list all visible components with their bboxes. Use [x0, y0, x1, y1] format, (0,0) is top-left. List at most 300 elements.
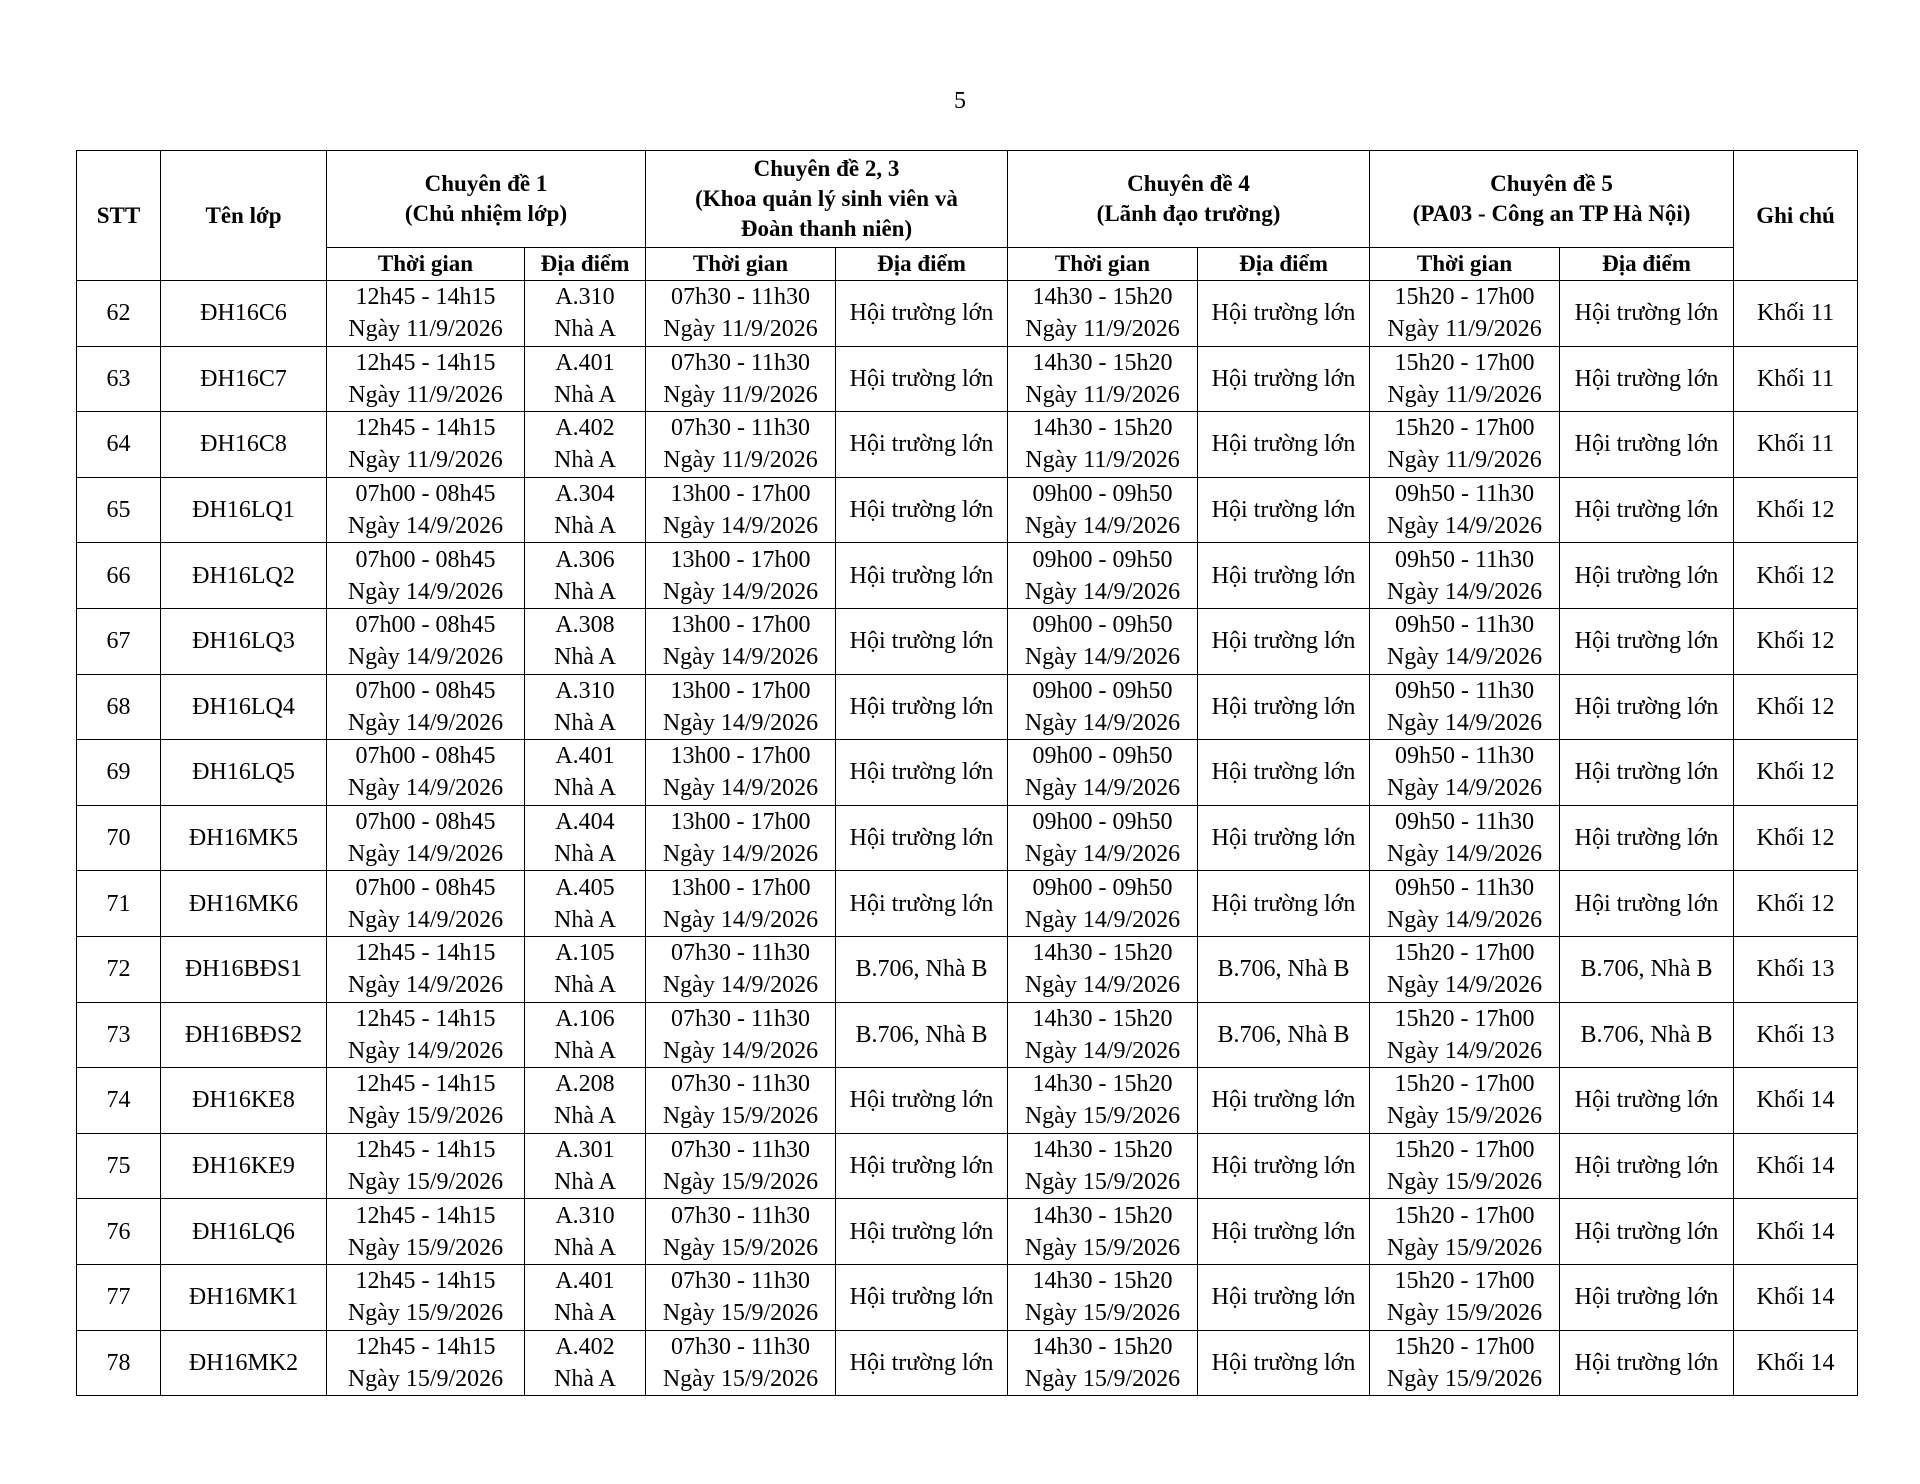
- cell-stt: [77, 805, 161, 871]
- cell-class-name-text: ĐH16MK2: [188, 1349, 299, 1376]
- cell-stt-text: 63: [106, 365, 131, 392]
- cell-notes-text: Khối 12: [1756, 693, 1835, 720]
- cell-topic-1-time: [327, 543, 525, 609]
- cell-topic-5-time-text: Ngày 11/9/2026: [1387, 316, 1542, 343]
- cell-topic-5-place: [1560, 1330, 1734, 1396]
- cell-topic-4-place-text: Hội trường lớn: [1211, 759, 1356, 786]
- cell-topic-1-time-text: Ngày 11/9/2026: [348, 316, 503, 343]
- cell-topic-4-time-text: Ngày 14/9/2026: [1024, 841, 1181, 868]
- cell-topic-2-3-place: [836, 1133, 1008, 1199]
- cell-stt: [77, 412, 161, 478]
- cell-class-name-text: ĐH16LQ5: [192, 759, 295, 786]
- cell-topic-5-place-text: Hội trường lớn: [1574, 562, 1719, 589]
- table-row: [77, 1330, 1858, 1396]
- cell-topic-1-place-text: Nhà A: [554, 513, 616, 540]
- cell-topic-2-3-place-text: Hội trường lớn: [849, 431, 994, 458]
- cell-topic-4-time-text: 14h30 - 15h20: [1032, 940, 1173, 967]
- cell-topic-5-place: [1560, 1068, 1734, 1134]
- cell-topic-1-time: [327, 936, 525, 1002]
- cell-topic-1-place-text: A.404: [555, 809, 615, 836]
- cell-topic-1-time: [327, 346, 525, 412]
- cell-topic-1-time-text: 07h00 - 08h45: [355, 743, 496, 770]
- cell-class-name-text: ĐH16KE9: [192, 1153, 295, 1180]
- topic-5-title: Chuyên đề 5: [1490, 171, 1613, 196]
- cell-topic-1-time-text: Ngày 15/9/2026: [347, 1103, 504, 1130]
- cell-topic-4-time: [1008, 346, 1198, 412]
- cell-topic-4-time-text: Ngày 15/9/2026: [1024, 1103, 1181, 1130]
- cell-topic-5-time-text: 15h20 - 17h00: [1394, 1202, 1535, 1229]
- cell-topic-1-time-text: Ngày 14/9/2026: [347, 709, 504, 736]
- cell-topic-4-time-text: Ngày 14/9/2026: [1024, 513, 1181, 540]
- topic-1-title: Chuyên đề 1: [424, 171, 548, 196]
- cell-topic-5-time: [1370, 346, 1560, 412]
- cell-topic-2-3-place-text: Hội trường lớn: [849, 825, 994, 852]
- cell-class-name: [161, 346, 327, 412]
- cell-topic-4-time: [1008, 805, 1198, 871]
- cell-stt: [77, 936, 161, 1002]
- cell-topic-4-time: [1008, 281, 1198, 347]
- cell-topic-4-time-text: Ngày 14/9/2026: [1024, 775, 1181, 802]
- header-place: Địa điểm: [1560, 248, 1734, 281]
- topic-2-3-subtitle: (Khoa quản lý sinh viên và: [695, 186, 958, 211]
- cell-topic-5-place-text: Hội trường lớn: [1574, 497, 1719, 524]
- header-row-subcolumns: [77, 248, 1858, 281]
- cell-topic-2-3-time-text: 13h00 - 17h00: [670, 481, 811, 508]
- cell-topic-5-time-text: 15h20 - 17h00: [1394, 284, 1535, 311]
- cell-topic-1-place-text: A.308: [555, 612, 615, 639]
- cell-topic-4-place: [1198, 674, 1370, 740]
- table-row: [77, 281, 1858, 347]
- cell-topic-4-place: [1198, 1199, 1370, 1265]
- cell-class-name-text: ĐH16MK5: [188, 825, 299, 852]
- cell-stt-text: 65: [106, 497, 131, 524]
- cell-topic-2-3-time-text: 07h30 - 11h30: [670, 1202, 811, 1229]
- cell-notes-text: Khối 13: [1756, 956, 1835, 983]
- cell-topic-5-time-text: 09h50 - 11h30: [1394, 677, 1535, 704]
- cell-class-name: [161, 543, 327, 609]
- cell-class-name-text: ĐH16LQ1: [192, 497, 295, 524]
- header-topic-4: [1008, 151, 1370, 248]
- cell-topic-2-3-place: [836, 1264, 1008, 1330]
- cell-topic-1-time: [327, 674, 525, 740]
- cell-topic-2-3-time-text: Ngày 11/9/2026: [663, 316, 818, 343]
- cell-stt: [77, 543, 161, 609]
- cell-topic-1-place: [525, 477, 646, 543]
- cell-topic-5-time-text: Ngày 15/9/2026: [1386, 1103, 1543, 1130]
- header-place: Địa điểm: [836, 248, 1008, 281]
- cell-topic-5-place: [1560, 608, 1734, 674]
- cell-topic-2-3-place: [836, 740, 1008, 806]
- cell-topic-2-3-place-text: Hội trường lớn: [849, 365, 994, 392]
- cell-topic-4-place: [1198, 543, 1370, 609]
- cell-topic-1-place-text: Nhà A: [554, 1169, 616, 1196]
- header-time: Thời gian: [1008, 248, 1198, 281]
- cell-topic-5-time: [1370, 805, 1560, 871]
- table-row: [77, 1199, 1858, 1265]
- cell-topic-1-place-text: Nhà A: [554, 381, 616, 408]
- cell-topic-4-time-text: 14h30 - 15h20: [1032, 349, 1173, 376]
- cell-topic-4-place-text: B.706, Nhà B: [1217, 1021, 1350, 1048]
- table-body: [77, 281, 1858, 1396]
- cell-topic-2-3-place-text: Hội trường lớn: [849, 1349, 994, 1376]
- cell-topic-2-3-place-text: B.706, Nhà B: [855, 956, 988, 983]
- cell-class-name-text: ĐH16C6: [200, 300, 287, 327]
- cell-topic-2-3-place: [836, 871, 1008, 937]
- cell-topic-5-time-text: Ngày 14/9/2026: [1386, 841, 1543, 868]
- cell-topic-4-time: [1008, 1264, 1198, 1330]
- cell-stt: [77, 1199, 161, 1265]
- cell-topic-1-place-text: Nhà A: [554, 1037, 616, 1064]
- cell-topic-1-place-text: Nhà A: [554, 775, 616, 802]
- cell-topic-4-place-text: Hội trường lớn: [1211, 1218, 1356, 1245]
- cell-topic-4-time-text: 14h30 - 15h20: [1032, 1333, 1173, 1360]
- cell-class-name: [161, 805, 327, 871]
- cell-notes: [1734, 1264, 1858, 1330]
- cell-stt-text: 74: [106, 1087, 131, 1114]
- cell-topic-2-3-time-text: Ngày 11/9/2026: [663, 381, 818, 408]
- cell-topic-2-3-time-text: Ngày 14/9/2026: [662, 906, 819, 933]
- cell-topic-1-time-text: 12h45 - 14h15: [355, 940, 496, 967]
- cell-topic-2-3-time-text: 13h00 - 17h00: [670, 874, 811, 901]
- cell-class-name: [161, 1264, 327, 1330]
- cell-topic-2-3-time-text: Ngày 15/9/2026: [662, 1234, 819, 1261]
- cell-topic-2-3-place-text: Hội trường lớn: [849, 300, 994, 327]
- cell-topic-2-3-place-text: Hội trường lớn: [849, 562, 994, 589]
- cell-notes: [1734, 281, 1858, 347]
- cell-stt-text: 76: [106, 1218, 131, 1245]
- cell-stt: [77, 674, 161, 740]
- table-row: [77, 740, 1858, 806]
- cell-topic-4-time-text: 09h00 - 09h50: [1032, 874, 1173, 901]
- cell-topic-5-place-text: Hội trường lớn: [1574, 825, 1719, 852]
- cell-topic-1-time: [327, 281, 525, 347]
- cell-stt: [77, 740, 161, 806]
- cell-topic-2-3-place-text: Hội trường lớn: [849, 628, 994, 655]
- cell-topic-4-time-text: 14h30 - 15h20: [1032, 1005, 1173, 1032]
- cell-topic-5-place: [1560, 805, 1734, 871]
- cell-topic-4-time-text: 14h30 - 15h20: [1032, 1071, 1173, 1098]
- cell-topic-5-time: [1370, 1133, 1560, 1199]
- cell-topic-4-time: [1008, 674, 1198, 740]
- cell-topic-5-time: [1370, 412, 1560, 478]
- cell-topic-5-time: [1370, 871, 1560, 937]
- cell-topic-2-3-time: [646, 871, 836, 937]
- cell-topic-5-place: [1560, 543, 1734, 609]
- cell-notes: [1734, 936, 1858, 1002]
- topic-1-subtitle: (Chủ nhiệm lớp): [404, 201, 568, 226]
- cell-stt: [77, 1330, 161, 1396]
- cell-notes: [1734, 740, 1858, 806]
- cell-topic-2-3-time-text: Ngày 14/9/2026: [662, 1037, 819, 1064]
- cell-topic-4-place: [1198, 477, 1370, 543]
- cell-topic-5-time-text: Ngày 14/9/2026: [1386, 775, 1543, 802]
- header-notes: Ghi chú: [1734, 151, 1858, 281]
- cell-topic-5-place: [1560, 871, 1734, 937]
- cell-topic-2-3-time-text: 07h30 - 11h30: [670, 1333, 811, 1360]
- cell-topic-2-3-time-text: 07h30 - 11h30: [670, 415, 811, 442]
- cell-topic-4-time-text: Ngày 14/9/2026: [1024, 644, 1181, 671]
- cell-topic-1-place-text: A.401: [555, 1268, 615, 1295]
- cell-topic-1-time-text: Ngày 14/9/2026: [347, 513, 504, 540]
- cell-topic-2-3-time-text: Ngày 14/9/2026: [662, 841, 819, 868]
- cell-stt-text: 67: [106, 628, 131, 655]
- cell-class-name: [161, 477, 327, 543]
- cell-topic-4-place: [1198, 1068, 1370, 1134]
- cell-topic-2-3-place: [836, 1068, 1008, 1134]
- cell-topic-2-3-time: [646, 1264, 836, 1330]
- cell-topic-2-3-place-text: Hội trường lớn: [849, 1218, 994, 1245]
- cell-stt-text: 71: [106, 890, 131, 917]
- header-topic-5: [1370, 151, 1734, 248]
- cell-notes-text: Khối 14: [1756, 1349, 1835, 1376]
- cell-topic-5-time-text: 15h20 - 17h00: [1394, 1268, 1535, 1295]
- cell-stt: [77, 477, 161, 543]
- header-row-topics: [77, 151, 1858, 248]
- cell-topic-1-time-text: 07h00 - 08h45: [355, 481, 496, 508]
- cell-topic-2-3-time: [646, 281, 836, 347]
- cell-topic-1-time: [327, 1002, 525, 1068]
- table-row: [77, 1133, 1858, 1199]
- cell-topic-5-place: [1560, 674, 1734, 740]
- cell-topic-4-place: [1198, 1330, 1370, 1396]
- cell-topic-2-3-place-text: Hội trường lớn: [849, 890, 994, 917]
- cell-class-name: [161, 1002, 327, 1068]
- cell-notes: [1734, 1002, 1858, 1068]
- cell-stt-text: 70: [106, 825, 131, 852]
- cell-class-name-text: ĐH16BĐS1: [184, 956, 303, 983]
- cell-topic-1-place: [525, 805, 646, 871]
- cell-topic-1-time-text: Ngày 14/9/2026: [347, 775, 504, 802]
- header-place: Địa điểm: [1198, 248, 1370, 281]
- cell-topic-2-3-time: [646, 1133, 836, 1199]
- cell-topic-5-time: [1370, 1002, 1560, 1068]
- cell-stt-text: 77: [106, 1284, 131, 1311]
- cell-class-name: [161, 281, 327, 347]
- cell-topic-1-time: [327, 805, 525, 871]
- cell-topic-4-time-text: Ngày 15/9/2026: [1024, 1365, 1181, 1392]
- cell-notes-text: Khối 13: [1756, 1021, 1835, 1048]
- cell-topic-2-3-time-text: 13h00 - 17h00: [670, 612, 811, 639]
- cell-topic-4-place: [1198, 805, 1370, 871]
- cell-topic-4-time: [1008, 1133, 1198, 1199]
- cell-topic-2-3-time-text: Ngày 15/9/2026: [662, 1365, 819, 1392]
- cell-topic-1-place-text: Nhà A: [554, 709, 616, 736]
- cell-topic-4-place-text: Hội trường lớn: [1211, 1087, 1356, 1114]
- cell-topic-2-3-time-text: 07h30 - 11h30: [670, 1268, 811, 1295]
- cell-topic-4-time-text: Ngày 14/9/2026: [1024, 709, 1181, 736]
- cell-topic-1-time: [327, 477, 525, 543]
- cell-topic-1-time-text: 07h00 - 08h45: [355, 546, 496, 573]
- cell-topic-1-time-text: 07h00 - 08h45: [355, 612, 496, 639]
- cell-class-name-text: ĐH16MK6: [188, 890, 299, 917]
- cell-topic-2-3-time-text: Ngày 14/9/2026: [662, 972, 819, 999]
- cell-topic-2-3-time-text: 07h30 - 11h30: [670, 1071, 811, 1098]
- cell-topic-1-time-text: Ngày 15/9/2026: [347, 1365, 504, 1392]
- cell-topic-2-3-time-text: Ngày 15/9/2026: [662, 1300, 819, 1327]
- cell-topic-1-place: [525, 1264, 646, 1330]
- cell-topic-5-time-text: Ngày 14/9/2026: [1386, 1037, 1543, 1064]
- cell-topic-4-time-text: Ngày 14/9/2026: [1024, 1037, 1181, 1064]
- cell-topic-5-place-text: Hội trường lớn: [1574, 1284, 1719, 1311]
- cell-stt-text: 68: [106, 693, 131, 720]
- cell-notes-text: Khối 14: [1756, 1087, 1835, 1114]
- table-row: [77, 674, 1858, 740]
- cell-topic-2-3-time-text: Ngày 14/9/2026: [662, 775, 819, 802]
- cell-notes-text: Khối 12: [1756, 759, 1835, 786]
- cell-topic-4-place: [1198, 1002, 1370, 1068]
- cell-topic-2-3-place: [836, 1199, 1008, 1265]
- cell-topic-2-3-time: [646, 1199, 836, 1265]
- cell-topic-1-time-text: 12h45 - 14h15: [355, 284, 496, 311]
- header-class-name: Tên lớp: [161, 151, 327, 281]
- cell-topic-1-place-text: A.402: [555, 1333, 615, 1360]
- cell-notes: [1734, 1133, 1858, 1199]
- cell-topic-4-time-text: Ngày 15/9/2026: [1024, 1300, 1181, 1327]
- topic-4-subtitle: (Lãnh đạo trường): [1096, 201, 1281, 226]
- cell-topic-2-3-time: [646, 936, 836, 1002]
- cell-topic-2-3-time-text: 07h30 - 11h30: [670, 284, 811, 311]
- cell-topic-4-place: [1198, 412, 1370, 478]
- cell-notes-text: Khối 14: [1756, 1284, 1835, 1311]
- cell-topic-1-time: [327, 412, 525, 478]
- cell-topic-1-time: [327, 871, 525, 937]
- cell-topic-5-time: [1370, 674, 1560, 740]
- cell-class-name-text: ĐH16C8: [200, 431, 287, 458]
- cell-topic-5-place: [1560, 936, 1734, 1002]
- cell-topic-5-place-text: Hội trường lớn: [1574, 431, 1719, 458]
- cell-notes: [1734, 477, 1858, 543]
- cell-class-name-text: ĐH16LQ3: [192, 628, 295, 655]
- table-row: [77, 1068, 1858, 1134]
- cell-topic-5-place: [1560, 740, 1734, 806]
- cell-topic-1-place-text: A.402: [555, 415, 615, 442]
- cell-topic-4-place-text: Hội trường lớn: [1211, 1153, 1356, 1180]
- table-row: [77, 1002, 1858, 1068]
- cell-notes-text: Khối 12: [1756, 497, 1835, 524]
- cell-topic-5-time-text: Ngày 15/9/2026: [1386, 1234, 1543, 1261]
- cell-topic-5-time-text: 15h20 - 17h00: [1394, 415, 1535, 442]
- cell-topic-4-time-text: Ngày 15/9/2026: [1024, 1234, 1181, 1261]
- cell-topic-2-3-place: [836, 281, 1008, 347]
- cell-topic-1-place: [525, 281, 646, 347]
- cell-topic-1-place-text: Nhà A: [554, 841, 616, 868]
- cell-notes: [1734, 674, 1858, 740]
- cell-topic-1-time-text: 12h45 - 14h15: [355, 349, 496, 376]
- cell-topic-2-3-time-text: Ngày 11/9/2026: [663, 447, 818, 474]
- cell-topic-1-place-text: Nhà A: [554, 316, 616, 343]
- cell-topic-4-time: [1008, 936, 1198, 1002]
- cell-topic-5-time-text: 15h20 - 17h00: [1394, 1333, 1535, 1360]
- cell-topic-5-place: [1560, 1199, 1734, 1265]
- cell-topic-4-place-text: Hội trường lớn: [1211, 431, 1356, 458]
- cell-topic-1-time-text: 12h45 - 14h15: [355, 1137, 496, 1164]
- cell-topic-5-place-text: Hội trường lớn: [1574, 890, 1719, 917]
- cell-topic-1-time: [327, 1330, 525, 1396]
- cell-topic-5-time-text: Ngày 14/9/2026: [1386, 644, 1543, 671]
- cell-topic-5-place-text: B.706, Nhà B: [1580, 1021, 1713, 1048]
- cell-topic-5-time: [1370, 543, 1560, 609]
- cell-notes-text: Khối 11: [1756, 365, 1835, 392]
- cell-stt: [77, 1133, 161, 1199]
- cell-topic-2-3-time-text: 07h30 - 11h30: [670, 940, 811, 967]
- cell-topic-2-3-place-text: Hội trường lớn: [849, 1153, 994, 1180]
- cell-topic-1-place-text: Nhà A: [554, 1103, 616, 1130]
- cell-class-name: [161, 1199, 327, 1265]
- cell-topic-2-3-place: [836, 608, 1008, 674]
- cell-topic-4-time-text: 09h00 - 09h50: [1032, 481, 1173, 508]
- cell-topic-2-3-time-text: Ngày 14/9/2026: [662, 709, 819, 736]
- cell-topic-2-3-place-text: Hội trường lớn: [849, 497, 994, 524]
- cell-class-name: [161, 412, 327, 478]
- cell-topic-1-time-text: Ngày 15/9/2026: [347, 1234, 504, 1261]
- cell-topic-4-place: [1198, 936, 1370, 1002]
- cell-topic-5-time: [1370, 608, 1560, 674]
- cell-topic-5-place-text: Hội trường lớn: [1574, 365, 1719, 392]
- cell-class-name: [161, 936, 327, 1002]
- cell-topic-1-time-text: Ngày 11/9/2026: [348, 381, 503, 408]
- cell-topic-2-3-time-text: 07h30 - 11h30: [670, 1005, 811, 1032]
- cell-topic-4-place-text: B.706, Nhà B: [1217, 956, 1350, 983]
- cell-topic-5-time-text: Ngày 14/9/2026: [1386, 709, 1543, 736]
- cell-notes-text: Khối 11: [1756, 300, 1835, 327]
- cell-topic-1-place-text: A.310: [555, 1202, 615, 1229]
- cell-topic-5-time-text: Ngày 14/9/2026: [1386, 578, 1543, 605]
- cell-topic-2-3-time: [646, 674, 836, 740]
- cell-notes: [1734, 1068, 1858, 1134]
- cell-class-name: [161, 608, 327, 674]
- cell-notes: [1734, 412, 1858, 478]
- cell-topic-1-place: [525, 871, 646, 937]
- cell-topic-2-3-time: [646, 608, 836, 674]
- cell-topic-2-3-time: [646, 740, 836, 806]
- cell-topic-5-time: [1370, 477, 1560, 543]
- cell-topic-1-place-text: A.310: [555, 677, 615, 704]
- cell-topic-4-time-text: Ngày 14/9/2026: [1024, 972, 1181, 999]
- cell-topic-1-place: [525, 543, 646, 609]
- cell-topic-2-3-time-text: 13h00 - 17h00: [670, 743, 811, 770]
- cell-topic-4-place: [1198, 871, 1370, 937]
- cell-topic-4-place-text: Hội trường lớn: [1211, 693, 1356, 720]
- cell-topic-5-time-text: 09h50 - 11h30: [1394, 612, 1535, 639]
- cell-topic-4-time-text: 14h30 - 15h20: [1032, 1202, 1173, 1229]
- cell-class-name-text: ĐH16MK1: [188, 1284, 299, 1311]
- cell-topic-1-place: [525, 1133, 646, 1199]
- cell-topic-4-time-text: 09h00 - 09h50: [1032, 546, 1173, 573]
- cell-topic-5-time-text: Ngày 14/9/2026: [1386, 513, 1543, 540]
- cell-topic-1-time: [327, 740, 525, 806]
- cell-topic-2-3-place: [836, 1330, 1008, 1396]
- cell-topic-4-time-text: Ngày 11/9/2026: [1025, 447, 1180, 474]
- cell-topic-5-time: [1370, 281, 1560, 347]
- cell-topic-4-time-text: Ngày 14/9/2026: [1024, 578, 1181, 605]
- cell-topic-4-time-text: 09h00 - 09h50: [1032, 743, 1173, 770]
- cell-topic-4-time-text: 14h30 - 15h20: [1032, 1268, 1173, 1295]
- cell-topic-1-place-text: A.208: [555, 1071, 615, 1098]
- cell-topic-1-place: [525, 1002, 646, 1068]
- cell-notes: [1734, 346, 1858, 412]
- cell-topic-1-place: [525, 1068, 646, 1134]
- cell-topic-1-place: [525, 608, 646, 674]
- page-number: 5: [954, 88, 966, 114]
- cell-topic-5-place-text: Hội trường lớn: [1574, 628, 1719, 655]
- cell-topic-5-place-text: Hội trường lớn: [1574, 693, 1719, 720]
- cell-notes-text: Khối 14: [1756, 1218, 1835, 1245]
- cell-class-name: [161, 740, 327, 806]
- cell-topic-5-time-text: 15h20 - 17h00: [1394, 1071, 1535, 1098]
- table-row: [77, 871, 1858, 937]
- cell-topic-5-place-text: Hội trường lớn: [1574, 1349, 1719, 1376]
- cell-topic-1-place-text: Nhà A: [554, 644, 616, 671]
